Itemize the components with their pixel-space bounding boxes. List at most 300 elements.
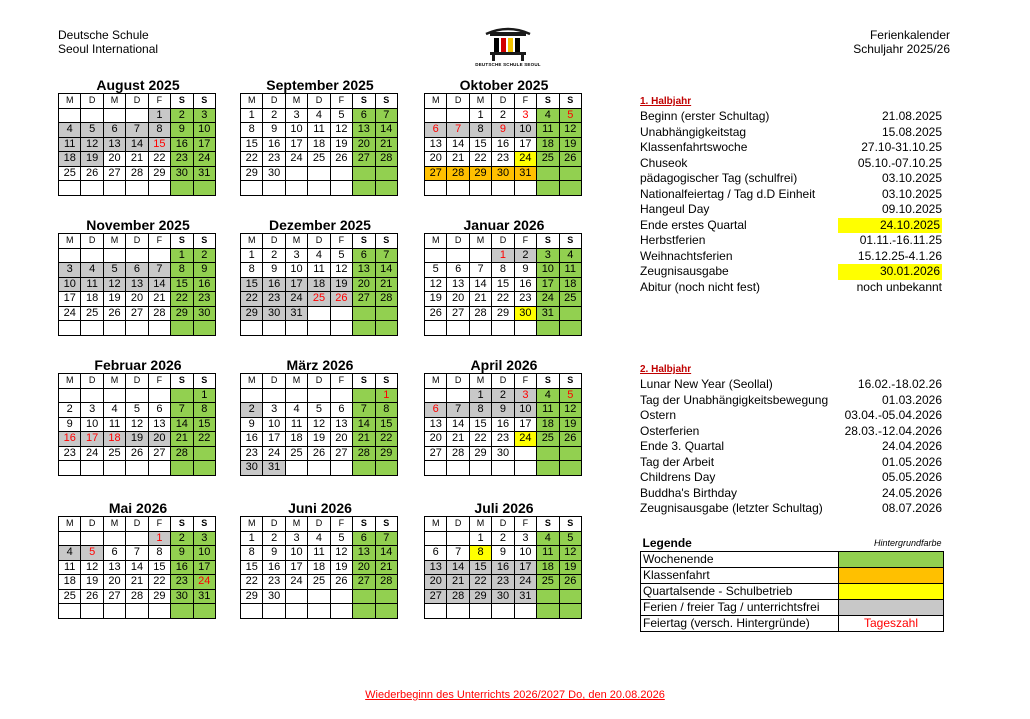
day-cell [171, 181, 193, 196]
weekday-header: S [537, 517, 559, 532]
legend-label: Feiertag (versch. Hintergründe) [641, 616, 839, 632]
day-cell: 19 [425, 292, 447, 307]
day-cell: 21 [148, 292, 170, 307]
day-cell [308, 604, 330, 619]
day-cell: 19 [330, 137, 352, 152]
day-cell: 9 [171, 546, 193, 561]
day-cell: 9 [492, 546, 514, 561]
day-cell: 6 [425, 403, 447, 418]
legend-swatch [839, 552, 944, 568]
weekday-header: M [103, 517, 125, 532]
day-cell [469, 321, 491, 336]
day-cell: 16 [492, 137, 514, 152]
day-cell: 20 [353, 277, 375, 292]
day-cell [469, 248, 491, 263]
day-cell [330, 604, 352, 619]
day-cell [537, 604, 559, 619]
day-cell [126, 181, 148, 196]
day-cell: 22 [241, 292, 263, 307]
day-cell: 22 [241, 575, 263, 590]
day-cell: 18 [59, 152, 81, 167]
month-title: Februar 2026 [94, 357, 182, 373]
day-cell: 7 [148, 263, 170, 278]
day-cell: 28 [126, 589, 148, 604]
weekday-header: S [193, 94, 215, 109]
day-cell: 23 [241, 446, 263, 461]
day-cell: 18 [559, 277, 581, 292]
day-cell: 29 [492, 306, 514, 321]
day-cell: 28 [353, 446, 375, 461]
day-cell: 19 [81, 575, 103, 590]
day-cell: 8 [469, 123, 491, 138]
day-cell: 1 [469, 531, 491, 546]
day-cell: 6 [425, 546, 447, 561]
day-cell [126, 108, 148, 123]
legend-row [641, 600, 944, 616]
day-cell: 26 [559, 575, 581, 590]
day-cell: 11 [285, 417, 307, 432]
day-cell [103, 461, 125, 476]
day-cell: 3 [285, 248, 307, 263]
day-cell: 23 [171, 575, 193, 590]
day-cell: 1 [148, 108, 170, 123]
month-grid [58, 516, 216, 619]
weekday-header: S [537, 94, 559, 109]
day-cell [559, 461, 581, 476]
day-cell [285, 166, 307, 181]
day-cell: 28 [469, 306, 491, 321]
day-cell: 14 [171, 417, 193, 432]
day-cell: 26 [330, 575, 352, 590]
day-cell: 21 [353, 432, 375, 447]
event-row [640, 249, 942, 265]
weekday-header: S [171, 517, 193, 532]
event-label: Ostern [640, 408, 677, 422]
day-cell: 13 [447, 277, 469, 292]
day-cell [81, 181, 103, 196]
day-cell [447, 181, 469, 196]
day-cell [308, 461, 330, 476]
day-cell: 24 [537, 292, 559, 307]
day-cell [59, 248, 81, 263]
day-cell: 5 [126, 403, 148, 418]
day-cell: 14 [447, 417, 469, 432]
day-cell: 16 [59, 432, 81, 447]
month-grid [424, 373, 582, 476]
weekday-header: D [492, 94, 514, 109]
day-cell [447, 531, 469, 546]
weekday-header: D [81, 94, 103, 109]
day-cell [241, 181, 263, 196]
day-cell: 22 [469, 575, 491, 590]
day-cell [59, 108, 81, 123]
day-cell: 17 [193, 560, 215, 575]
day-cell: 12 [330, 546, 352, 561]
day-cell: 18 [537, 560, 559, 575]
day-cell: 28 [171, 446, 193, 461]
day-cell: 17 [81, 432, 103, 447]
weekday-header: S [353, 517, 375, 532]
weekday-header: M [285, 234, 307, 249]
day-cell: 13 [148, 417, 170, 432]
day-cell: 11 [559, 263, 581, 278]
day-cell [308, 166, 330, 181]
day-cell: 20 [353, 137, 375, 152]
school-logo-icon [480, 26, 536, 62]
day-cell: 13 [353, 546, 375, 561]
event-date: 15.12.25-4.1.26 [857, 248, 942, 263]
day-cell: 25 [59, 589, 81, 604]
event-row [640, 171, 942, 187]
day-cell: 15 [171, 277, 193, 292]
weekday-header: D [308, 374, 330, 389]
day-cell [559, 604, 581, 619]
day-cell: 28 [375, 292, 397, 307]
day-cell: 7 [375, 108, 397, 123]
day-cell: 5 [425, 263, 447, 278]
day-cell: 23 [263, 152, 285, 167]
day-cell [559, 306, 581, 321]
day-cell: 2 [263, 108, 285, 123]
day-cell: 19 [330, 560, 352, 575]
day-cell: 5 [308, 403, 330, 418]
event-date: 24.04.2026 [881, 439, 942, 453]
month-grid [58, 233, 216, 336]
day-cell [285, 461, 307, 476]
day-cell: 12 [103, 277, 125, 292]
day-cell: 12 [308, 417, 330, 432]
event-label: Ende 3. Quartal [640, 439, 725, 453]
day-cell: 5 [330, 248, 352, 263]
day-cell: 19 [330, 277, 352, 292]
event-label: Ende erstes Quartal [640, 217, 747, 232]
day-cell: 22 [241, 152, 263, 167]
day-cell: 28 [148, 306, 170, 321]
day-cell: 20 [103, 152, 125, 167]
day-cell: 22 [193, 432, 215, 447]
month-4 [240, 218, 400, 336]
day-cell: 30 [492, 166, 514, 181]
day-cell [492, 181, 514, 196]
day-cell [375, 321, 397, 336]
day-cell [425, 248, 447, 263]
day-cell: 18 [81, 292, 103, 307]
weekday-header: M [59, 234, 81, 249]
day-cell: 31 [514, 166, 536, 181]
day-cell: 26 [103, 306, 125, 321]
day-cell: 12 [81, 560, 103, 575]
legend-row [641, 616, 944, 632]
day-cell: 17 [514, 560, 536, 575]
month-title: Juli 2026 [474, 500, 534, 516]
day-cell: 21 [375, 277, 397, 292]
day-cell [126, 461, 148, 476]
day-cell [469, 461, 491, 476]
day-cell: 4 [81, 263, 103, 278]
legend-label: Wochenende [641, 552, 839, 568]
day-cell: 17 [263, 432, 285, 447]
day-cell: 30 [514, 306, 536, 321]
day-cell: 18 [59, 575, 81, 590]
day-cell: 9 [193, 263, 215, 278]
day-cell: 13 [103, 560, 125, 575]
day-cell [148, 388, 170, 403]
day-cell [537, 461, 559, 476]
day-cell: 3 [514, 388, 536, 403]
day-cell: 4 [537, 531, 559, 546]
weekday-header: F [330, 517, 352, 532]
day-cell: 16 [241, 432, 263, 447]
event-label: Zeugnisausgabe (letzter Schultag) [640, 501, 823, 515]
day-cell: 31 [514, 589, 536, 604]
day-cell: 8 [148, 546, 170, 561]
day-cell [81, 461, 103, 476]
day-cell [59, 181, 81, 196]
day-cell: 3 [193, 108, 215, 123]
weekday-header: D [492, 517, 514, 532]
day-cell [308, 589, 330, 604]
day-cell: 6 [353, 248, 375, 263]
day-cell: 22 [171, 292, 193, 307]
day-cell: 18 [537, 417, 559, 432]
day-cell: 28 [447, 589, 469, 604]
weekday-header: F [514, 374, 536, 389]
day-cell: 10 [514, 123, 536, 138]
weekday-header: S [193, 374, 215, 389]
event-label: Hangeul Day [640, 202, 710, 216]
second-half-list [640, 363, 942, 517]
day-cell: 24 [193, 575, 215, 590]
day-cell [81, 321, 103, 336]
day-cell: 25 [81, 306, 103, 321]
day-cell: 29 [375, 446, 397, 461]
day-cell: 4 [285, 403, 307, 418]
weekday-header: F [330, 234, 352, 249]
event-date: 01.03.2026 [881, 392, 942, 407]
event-row [640, 424, 942, 440]
day-cell [469, 604, 491, 619]
event-date: 30.01.2026 [838, 264, 942, 280]
weekday-header: M [103, 374, 125, 389]
day-cell: 12 [126, 417, 148, 432]
day-cell: 6 [103, 123, 125, 138]
event-row [640, 486, 942, 502]
day-cell: 12 [81, 137, 103, 152]
event-date: 24.05.2026 [881, 485, 942, 500]
day-cell: 26 [330, 152, 352, 167]
day-cell [330, 306, 352, 321]
event-date: 09.10.2025 [881, 202, 942, 216]
day-cell: 11 [308, 263, 330, 278]
day-cell: 29 [241, 306, 263, 321]
weekday-header: D [126, 94, 148, 109]
month-title: Oktober 2025 [459, 77, 549, 93]
weekday-header: D [447, 94, 469, 109]
day-cell [330, 181, 352, 196]
day-cell: 24 [514, 152, 536, 167]
day-cell: 18 [308, 137, 330, 152]
day-cell [81, 108, 103, 123]
day-cell [193, 181, 215, 196]
day-cell: 12 [559, 123, 581, 138]
weekday-header: D [263, 374, 285, 389]
event-date: 15.08.2025 [881, 124, 942, 139]
day-cell [103, 248, 125, 263]
weekday-header: S [375, 234, 397, 249]
day-cell: 19 [559, 560, 581, 575]
day-cell: 5 [559, 531, 581, 546]
day-cell: 27 [126, 306, 148, 321]
day-cell: 12 [425, 277, 447, 292]
day-cell: 27 [103, 589, 125, 604]
day-cell: 10 [193, 546, 215, 561]
day-cell [330, 321, 352, 336]
day-cell: 15 [375, 417, 397, 432]
month-grid [424, 516, 582, 619]
day-cell: 17 [59, 292, 81, 307]
day-cell [425, 388, 447, 403]
event-row [640, 187, 942, 203]
day-cell: 21 [447, 432, 469, 447]
day-cell: 14 [126, 560, 148, 575]
day-cell [559, 589, 581, 604]
weekday-header: S [353, 234, 375, 249]
day-cell: 11 [537, 403, 559, 418]
day-cell: 4 [103, 403, 125, 418]
day-cell: 12 [559, 546, 581, 561]
weekday-header: M [285, 374, 307, 389]
day-cell: 4 [308, 531, 330, 546]
day-cell: 2 [263, 531, 285, 546]
day-cell: 19 [103, 292, 125, 307]
day-cell: 22 [469, 152, 491, 167]
day-cell: 27 [425, 166, 447, 181]
day-cell [375, 589, 397, 604]
event-row [640, 470, 942, 486]
day-cell: 8 [375, 403, 397, 418]
month-10 [240, 501, 400, 619]
weekday-header: M [425, 517, 447, 532]
day-cell: 21 [375, 560, 397, 575]
event-row [640, 156, 942, 172]
day-cell: 8 [469, 546, 491, 561]
weekday-header: S [171, 94, 193, 109]
day-cell [81, 604, 103, 619]
day-cell [514, 321, 536, 336]
event-label: Tag der Unabhängigkeitsbewegung [640, 392, 829, 407]
event-date: 03.10.2025 [881, 186, 942, 201]
day-cell: 18 [103, 432, 125, 447]
weekday-header: S [559, 94, 581, 109]
day-cell: 1 [241, 531, 263, 546]
day-cell: 24 [193, 152, 215, 167]
day-cell: 26 [559, 152, 581, 167]
weekday-header: M [285, 94, 307, 109]
weekday-header: F [514, 94, 536, 109]
day-cell: 30 [492, 446, 514, 461]
weekday-header: S [375, 517, 397, 532]
event-label: Abitur (noch nicht fest) [640, 279, 761, 294]
day-cell: 20 [353, 560, 375, 575]
month-1 [240, 78, 400, 196]
day-cell [447, 321, 469, 336]
day-cell: 14 [375, 123, 397, 138]
day-cell: 23 [492, 152, 514, 167]
month-title: März 2026 [286, 357, 354, 373]
day-cell: 27 [353, 152, 375, 167]
day-cell: 5 [559, 108, 581, 123]
day-cell [171, 388, 193, 403]
day-cell: 17 [537, 277, 559, 292]
day-cell: 2 [492, 108, 514, 123]
day-cell [59, 388, 81, 403]
day-cell [103, 604, 125, 619]
day-cell: 2 [171, 108, 193, 123]
school-name-line2: Seoul International [58, 42, 159, 56]
day-cell: 9 [492, 403, 514, 418]
month-title: Januar 2026 [463, 217, 545, 233]
event-row [640, 125, 942, 141]
day-cell: 11 [59, 560, 81, 575]
first-half-title: 1. Halbjahr [640, 96, 692, 107]
day-cell [537, 446, 559, 461]
weekday-header: M [285, 517, 307, 532]
day-cell: 7 [126, 123, 148, 138]
day-cell: 12 [330, 123, 352, 138]
day-cell [285, 589, 307, 604]
day-cell: 31 [193, 166, 215, 181]
event-label: Herbstferien [640, 233, 706, 247]
day-cell [514, 181, 536, 196]
day-cell: 21 [171, 432, 193, 447]
day-cell: 17 [285, 560, 307, 575]
day-cell: 16 [193, 277, 215, 292]
day-cell: 10 [514, 403, 536, 418]
day-cell: 13 [126, 277, 148, 292]
day-cell [375, 181, 397, 196]
day-cell: 13 [425, 560, 447, 575]
day-cell: 21 [447, 575, 469, 590]
day-cell: 15 [469, 560, 491, 575]
day-cell: 16 [492, 417, 514, 432]
day-cell: 18 [285, 432, 307, 447]
day-cell: 5 [559, 388, 581, 403]
day-cell: 26 [425, 306, 447, 321]
day-cell [193, 446, 215, 461]
day-cell [126, 248, 148, 263]
day-cell: 7 [171, 403, 193, 418]
day-cell: 10 [537, 263, 559, 278]
day-cell: 29 [469, 589, 491, 604]
day-cell [375, 166, 397, 181]
weekday-header: D [81, 374, 103, 389]
weekday-header: S [375, 94, 397, 109]
month-6 [58, 358, 218, 476]
day-cell [514, 446, 536, 461]
month-9 [58, 501, 218, 619]
event-label: Chuseok [640, 155, 688, 170]
day-cell: 3 [514, 531, 536, 546]
day-cell: 27 [148, 446, 170, 461]
weekday-header: D [81, 234, 103, 249]
day-cell: 23 [59, 446, 81, 461]
day-cell: 16 [492, 560, 514, 575]
event-row [640, 393, 942, 409]
day-cell: 15 [241, 560, 263, 575]
day-cell: 6 [126, 263, 148, 278]
weekday-header: D [126, 374, 148, 389]
weekday-header: D [308, 234, 330, 249]
